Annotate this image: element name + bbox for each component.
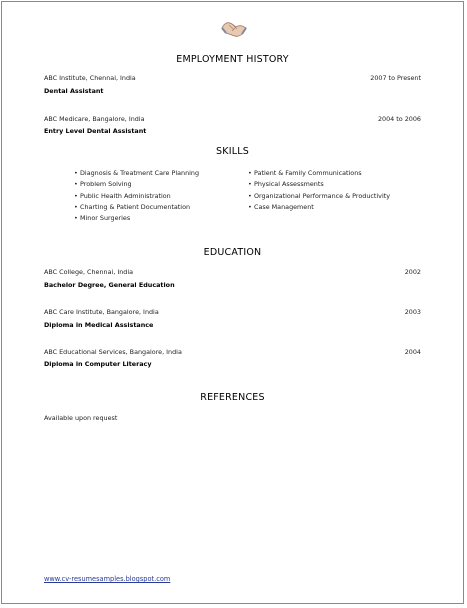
education-org-3: ABC Educational Services, Bangalore, India (44, 348, 182, 356)
education-degree-1: Bachelor Degree, General Education (44, 281, 175, 289)
skills-heading: SKILLS (216, 146, 249, 157)
skill-item: • Problem Solving (74, 180, 132, 189)
skill-item: • Patient & Family Communications (248, 169, 362, 177)
employment-org-2: ABC Medicare, Bangalore, India (44, 115, 145, 123)
handshake-logo-icon (220, 16, 248, 40)
references-heading: REFERENCES (200, 392, 265, 403)
bullet-icon: • (74, 191, 78, 200)
employment-history-heading: EMPLOYMENT HISTORY (176, 54, 289, 65)
education-date-1: 2002 (404, 268, 421, 276)
education-date-2: 2003 (404, 308, 421, 316)
footer-website-link[interactable]: www.cv-resumesamples.blogspot.com (44, 575, 171, 583)
skills-right-column (248, 169, 390, 214)
skill-item: • Public Health Administration (74, 191, 171, 200)
bullet-icon: • (74, 214, 78, 223)
bullet-icon: • (74, 169, 78, 177)
references-text: Available upon request (44, 414, 118, 422)
skills-left-column (74, 169, 199, 225)
bullet-icon: • (248, 202, 252, 211)
education-org-1: ABC College, Chennai, India (44, 268, 134, 276)
skill-item: • Physical Assessments (248, 180, 324, 189)
employment-org-1: ABC Institute, Chennai, India (44, 74, 136, 82)
bullet-icon: • (248, 191, 252, 200)
education-heading: EDUCATION (203, 247, 262, 258)
education-degree-3: Diploma in Computer Literacy (44, 360, 152, 368)
skill-item: • Minor Surgeries (74, 214, 131, 223)
skill-item: • Organizational Performance & Productivity (248, 191, 391, 200)
skill-item: • Diagnosis & Treatment Care Planning (74, 169, 200, 177)
employment-role-2: Entry Level Dental Assistant (44, 127, 147, 135)
employment-date-2: 2004 to 2006 (377, 115, 421, 123)
bullet-icon: • (74, 180, 78, 189)
bullet-icon: • (248, 180, 252, 189)
bullet-icon: • (74, 202, 78, 211)
skill-item: • Case Management (248, 202, 314, 211)
education-degree-2: Diploma in Medical Assistance (44, 321, 154, 329)
employment-date-1: 2007 to Present (370, 74, 421, 82)
education-date-3: 2004 (404, 348, 421, 356)
education-org-2: ABC Care Institute, Bangalore, India (44, 308, 159, 316)
skill-item: • Charting & Patient Documentation (74, 202, 191, 211)
resume-page (1, 1, 464, 604)
bullet-icon: • (248, 169, 252, 177)
employment-role-1: Dental Assistant (44, 87, 104, 95)
